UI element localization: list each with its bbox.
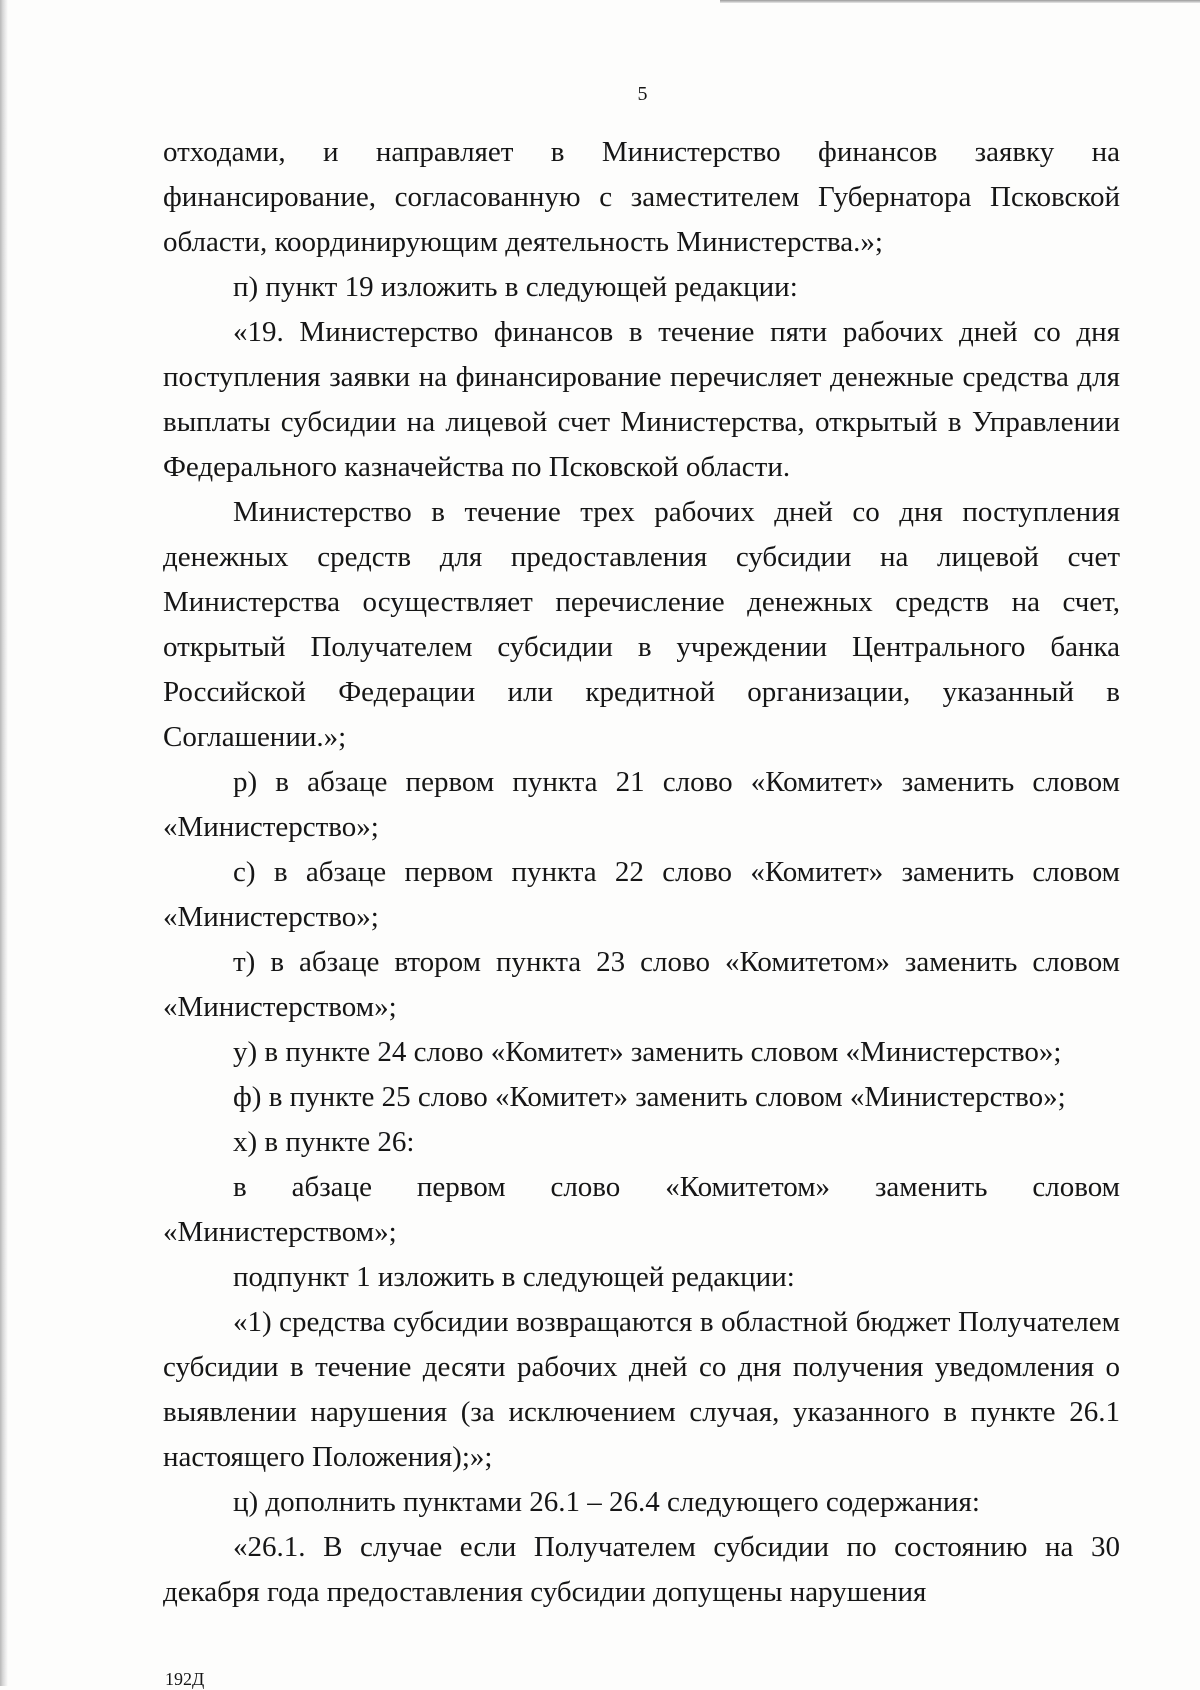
paragraph: у) в пункте 24 слово «Комитет» заменить словом «Министерство»; — [233, 1036, 1062, 1068]
paragraph: с) в абзаце первом пункта 22 слово «Комитет» заменить словом «Министерство»; — [163, 856, 1120, 933]
scan-edge-left — [0, 0, 8, 1686]
paragraph: ц) дополнить пунктами 26.1 – 26.4 следующего содержания: — [233, 1486, 980, 1518]
page-number: 5 — [637, 83, 648, 105]
paragraph: п) пункт 19 изложить в следующей редакции: — [233, 271, 798, 303]
paragraph: р) в абзаце первом пункта 21 слово «Комитет» заменить словом «Министерство»; — [163, 766, 1120, 843]
paragraph: отходами, и направляет в Министерство финансов заявку на финансирование, согласованную с заместителем Губернатора Псковской области, координирующим деятельность Министерства.»; — [163, 136, 1120, 258]
paragraph: т) в абзаце втором пункта 23 слово «Комитетом» заменить словом «Министерством»; — [163, 946, 1120, 1023]
scan-edge-top — [720, 0, 1200, 3]
paragraph: «26.1. В случае если Получателем субсидии по состоянию на 30 декабря года предоставления субсидии допущены нарушения — [163, 1531, 1120, 1608]
paragraph: «19. Министерство финансов в течение пяти рабочих дней со дня поступления заявки на финансирование перечисляет денежные средства для выплаты субсидии на лицевой счет Министерства, открытый в Управлении Федерального казначейства по Псковской области. — [163, 316, 1120, 483]
paragraph: Министерство в течение трех рабочих дней со дня поступления денежных средств для предоставления субсидии на лицевой счет Министерства осуществляет перечисление денежных средств на счет, открытый Получателем субсидии в учреждении Центрального банка Российской Федерации или кредитной организации, указанный в Соглашении.»; — [163, 496, 1120, 753]
paragraph: х) в пункте 26: — [233, 1126, 415, 1158]
document-code: 192Д — [165, 1669, 205, 1689]
paragraph: подпункт 1 изложить в следующей редакции: — [233, 1261, 795, 1293]
paragraph: в абзаце первом слово «Комитетом» заменить словом «Министерством»; — [163, 1171, 1120, 1248]
document-body — [163, 130, 1120, 1615]
paragraph: ф) в пункте 25 слово «Комитет» заменить словом «Министерство»; — [233, 1081, 1066, 1113]
paragraph: «1) средства субсидии возвращаются в областной бюджет Получателем субсидии в течение десяти рабочих дней со дня получения уведомления о выявлении нарушения (за исключением случая, указанного в пункте 26.1 настоящего Положения);»; — [163, 1306, 1120, 1473]
